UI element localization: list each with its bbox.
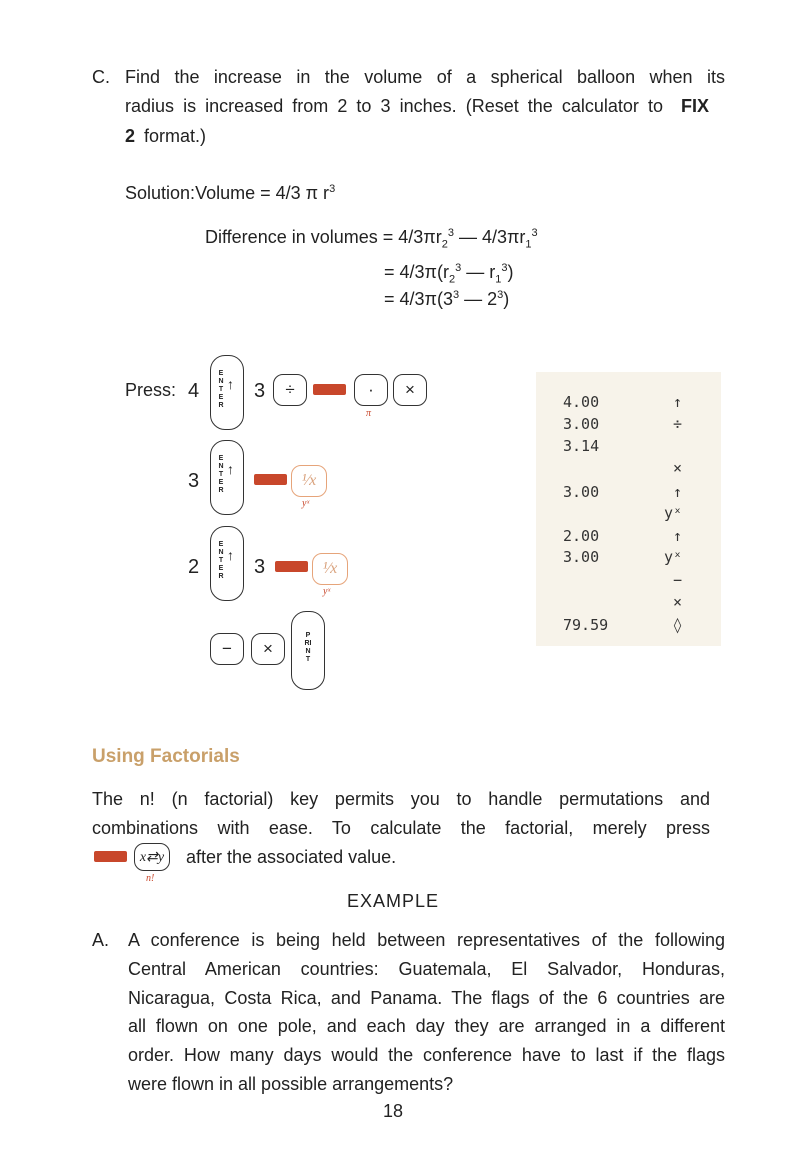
difference-label: Difference in volumes = 4/3πr (205, 227, 442, 247)
tape-value: 2.00 (563, 527, 600, 545)
subscript: 1 (525, 238, 532, 251)
exponent: 3 (447, 227, 454, 239)
tape-value: 3.00 (563, 483, 600, 501)
subscript: 1 (495, 273, 502, 286)
solution-line (125, 183, 335, 204)
divide-key[interactable]: ÷ (273, 374, 307, 406)
subscript: 2 (441, 238, 448, 251)
enter-key[interactable] (210, 440, 244, 515)
difference-equation (205, 227, 538, 251)
enter-key[interactable] (210, 526, 244, 601)
tape-operation: ↑ (672, 527, 682, 545)
tape-value: 3.00 (563, 415, 600, 433)
enter-label: ENTER (218, 541, 224, 580)
tape-value: 3.14 (563, 437, 600, 455)
tape-operation: ↑ (672, 393, 682, 411)
difference-part: — 4/3πr (453, 227, 526, 247)
equation-step-3 (384, 289, 509, 310)
multiply-key[interactable]: × (393, 374, 427, 406)
solution-label: Solution: (125, 183, 196, 203)
reciprocal-key[interactable]: ¹⁄x (312, 553, 348, 585)
multiply-key[interactable]: × (251, 633, 285, 665)
equation-part: ) (507, 262, 514, 282)
print-label: PRINT (304, 632, 312, 663)
up-arrow-icon: ↑ (227, 376, 234, 392)
printer-tape (536, 372, 721, 646)
example-text-line: order. How many days would the conference have to last if the flags (128, 1045, 725, 1065)
tape-operation: ÷ (672, 415, 682, 433)
subscript: 2 (448, 273, 456, 286)
tape-operation: ◊ (672, 616, 682, 634)
digit-3: 3 (254, 556, 266, 578)
tape-operation: yˣ (663, 504, 682, 522)
up-arrow-icon: ↑ (227, 547, 234, 563)
enter-label: ENTER (218, 455, 224, 494)
tape-value: 4.00 (563, 393, 600, 411)
up-arrow-icon: ↑ (227, 461, 234, 477)
body-text-line: after the associated value. (186, 847, 397, 867)
exponent: 3 (497, 289, 504, 301)
tape-value: 79.59 (563, 616, 609, 634)
reciprocal-key[interactable]: ¹⁄x (291, 465, 327, 497)
exponent: 3 (329, 183, 336, 195)
exponent: 3 (531, 227, 538, 239)
minus-key[interactable]: − (210, 633, 244, 665)
y-power-x-label: yˣ (323, 586, 331, 597)
fix-keyword: FIX (681, 96, 710, 116)
exponent: 3 (501, 262, 508, 274)
body-text-line: The n! (n factorial) key permits you to handle permutations and (92, 789, 710, 809)
example-text-line: A conference is being held between representatives of the following (128, 930, 725, 950)
example-heading: EXAMPLE (346, 891, 440, 911)
enter-key[interactable] (210, 355, 244, 430)
shift-key[interactable] (275, 561, 308, 572)
digit-4: 4 (188, 380, 200, 402)
y-power-x-label: yˣ (302, 498, 310, 509)
page-number: 18 (382, 1101, 404, 1121)
exponent: 3 (455, 262, 462, 274)
press-label: Press: (125, 380, 177, 400)
tape-operation: yˣ (663, 548, 682, 566)
swap-xy-key[interactable]: x⇄y (134, 843, 170, 871)
pi-label: π (366, 408, 372, 419)
tape-operation: ↑ (672, 483, 682, 501)
section-heading: Using Factorials (92, 746, 240, 767)
example-text-line: were flown in all possible arrangements? (128, 1074, 454, 1094)
enter-label: ENTER (218, 370, 224, 409)
shift-key[interactable] (254, 474, 287, 485)
tape-operation: × (672, 593, 682, 611)
equation-part: = 4/3π(r (384, 262, 449, 282)
equation-part: — 2 (459, 289, 498, 309)
tape-operation: − (672, 571, 682, 589)
print-key[interactable] (291, 611, 325, 690)
solution-formula: Volume = 4/3 π r (195, 183, 330, 203)
problem-label: C. (92, 67, 110, 87)
equation-part: — r (461, 262, 496, 282)
decimal-point-key[interactable]: · (354, 374, 388, 406)
problem-text-line: Find the increase in the volume of a spherical balloon when its (125, 67, 725, 87)
fix-digits: 2 (125, 126, 136, 146)
problem-text-line: radius is increased from 2 to 3 inches. (Reset the calculator to (125, 96, 663, 116)
exponent: 3 (452, 289, 460, 301)
example-label: A. (92, 930, 110, 950)
equation-part: ) (503, 289, 510, 309)
tape-value: 3.00 (563, 548, 600, 566)
body-text-line: combinations with ease. To calculate the factorial, merely press (92, 818, 710, 838)
example-text-line: Central American countries: Guatemala, El Salvador, Honduras, (128, 959, 725, 979)
example-text-line: all flown on one pole, and each day they are arranged in a different (128, 1016, 725, 1036)
digit-3: 3 (254, 380, 266, 402)
problem-text-line: format.) (144, 126, 207, 146)
digit-2: 2 (188, 556, 200, 578)
equation-step-2 (384, 262, 513, 286)
factorial-label: n! (146, 873, 155, 884)
digit-3: 3 (188, 470, 200, 492)
example-text-line: Nicaragua, Costa Rica, and Panama. The flags of the 6 countries are (128, 988, 725, 1008)
tape-operation: × (672, 459, 682, 477)
equation-part: = 4/3π(3 (384, 289, 453, 309)
shift-key[interactable] (313, 384, 346, 395)
shift-key[interactable] (94, 851, 127, 862)
